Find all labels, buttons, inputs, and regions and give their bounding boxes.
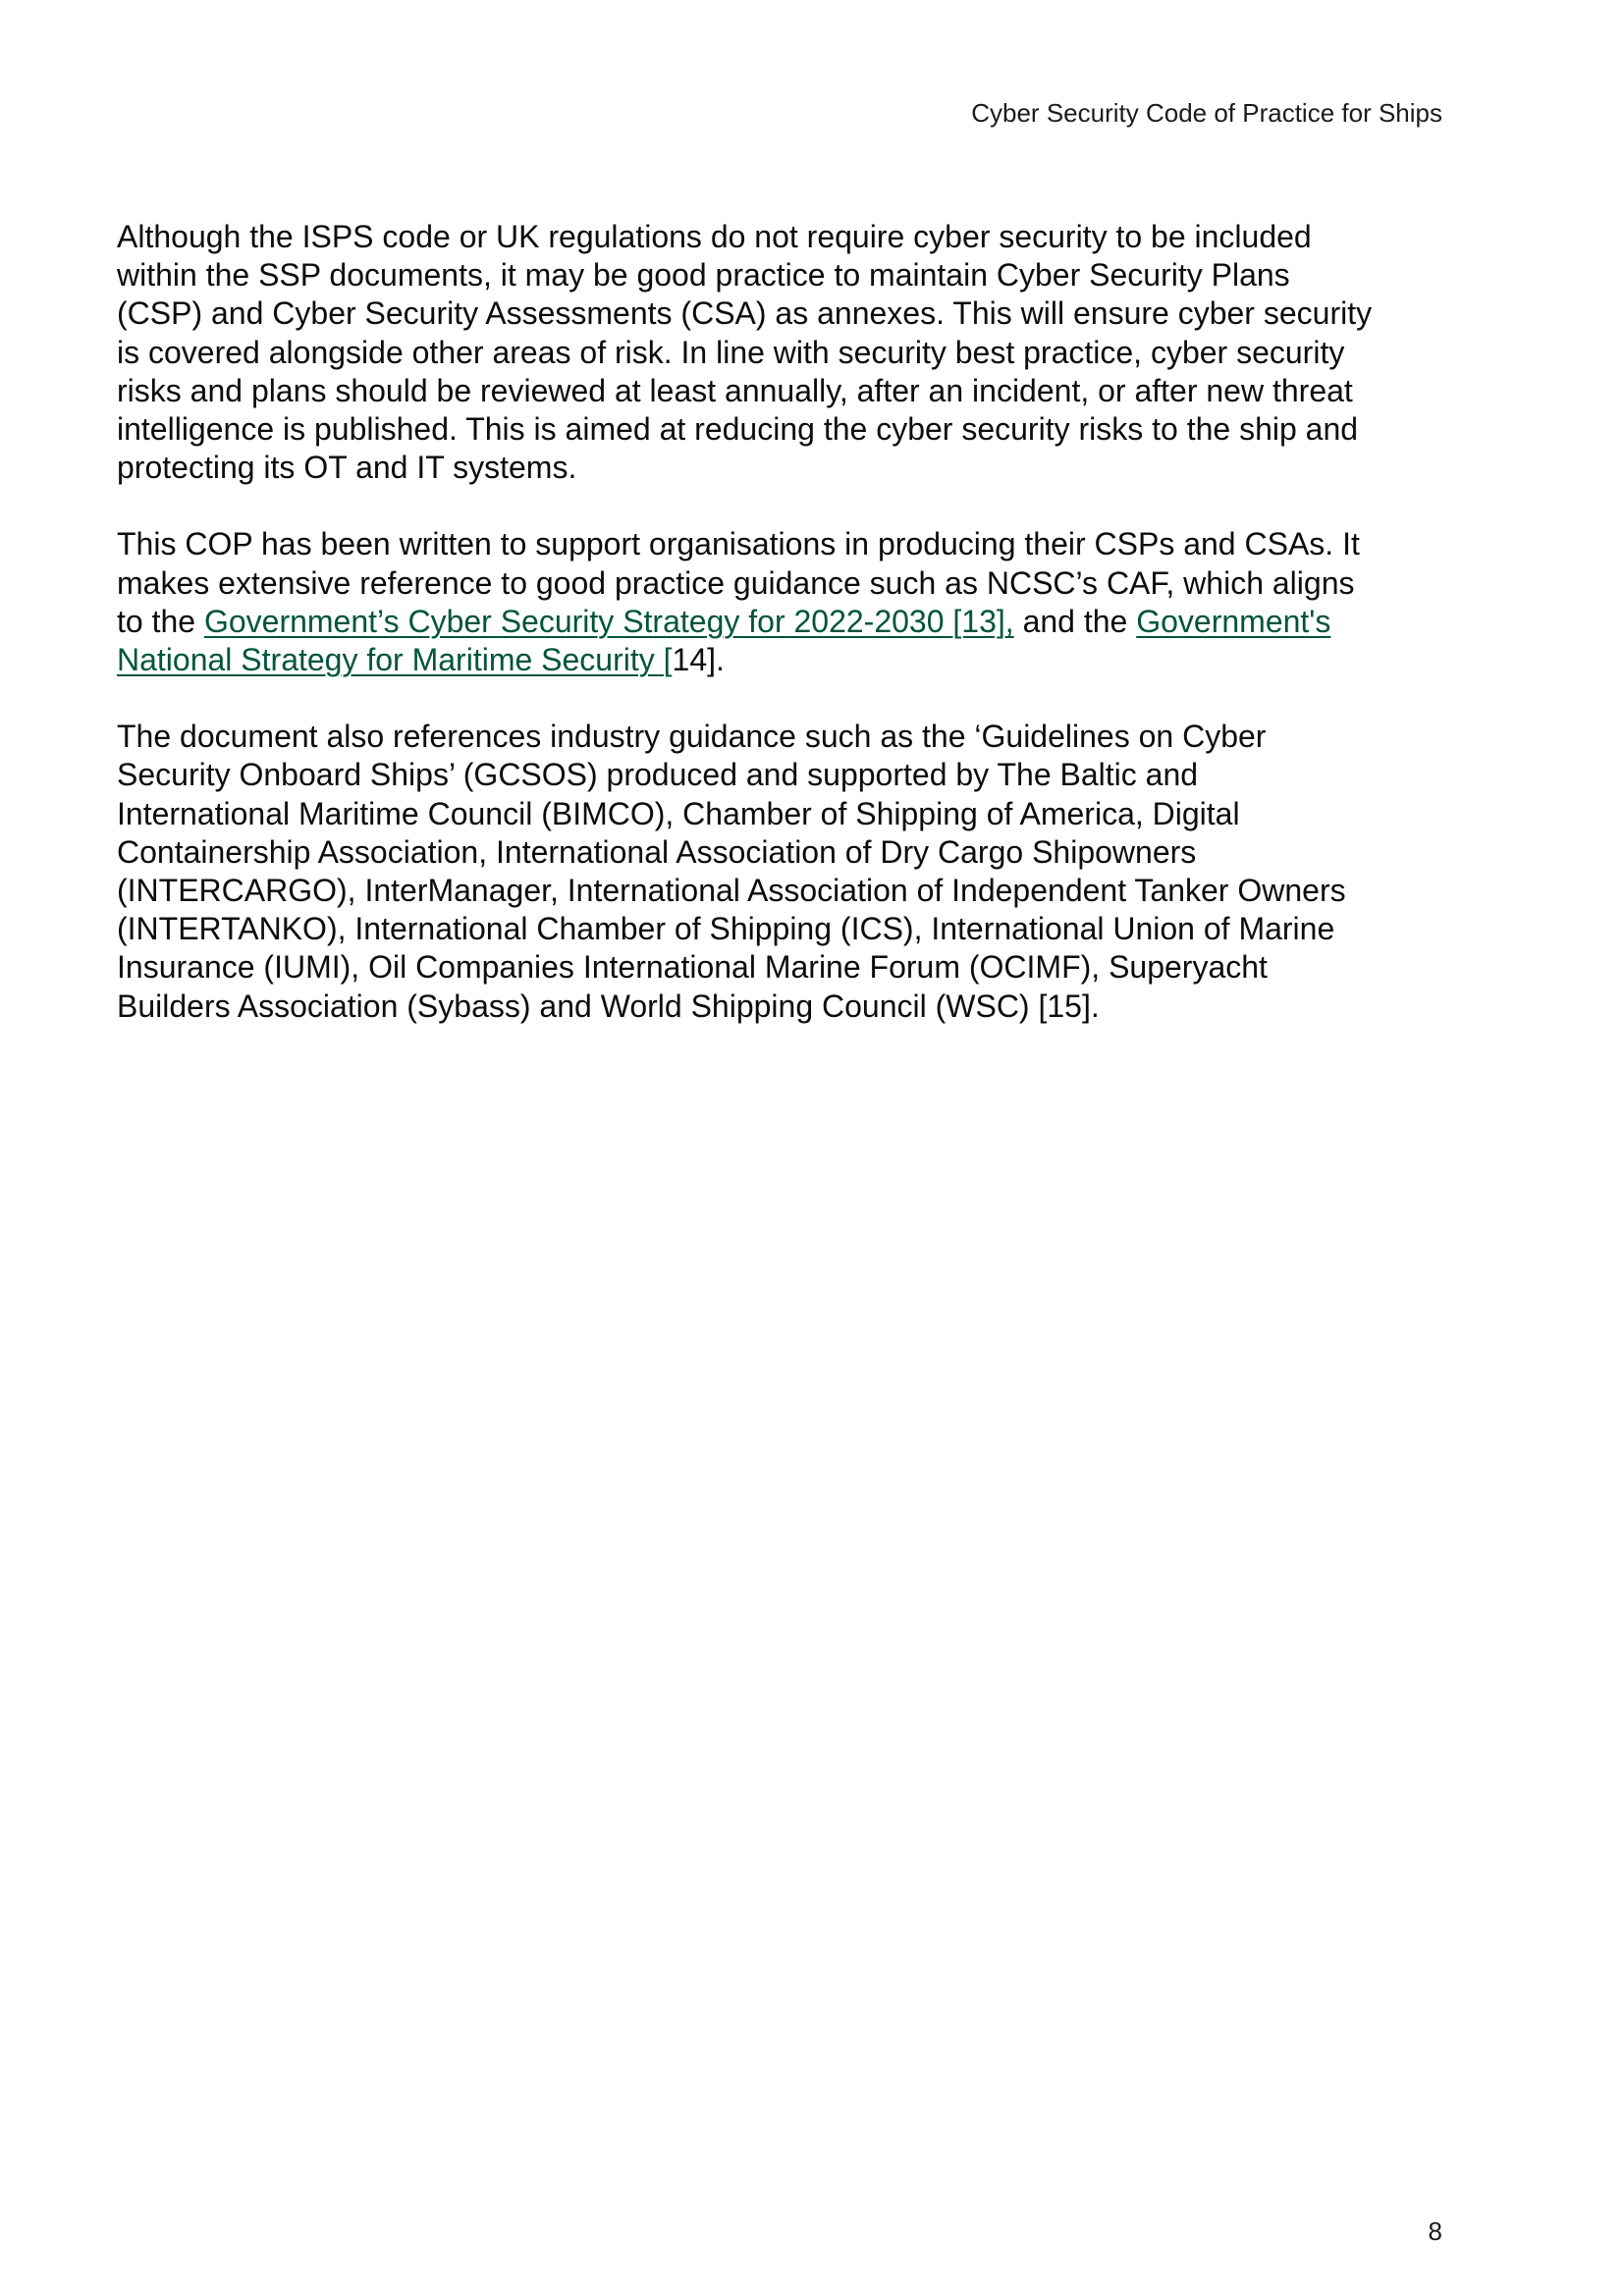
text-line-with-links — [117, 641, 1457, 679]
text-line: (INTERTANKO), International Chamber of Shipping (ICS), International Union of Marine — [117, 911, 1335, 947]
text-line: risks and plans should be reviewed at least annually, after an incident, or after new threat — [117, 372, 1353, 408]
text-line: is covered alongside other areas of risk. In line with security best practice, cyber security — [117, 334, 1345, 370]
text-line: (INTERCARGO), InterManager, International Association of Independent Tanker Owners — [117, 873, 1346, 909]
link-cyber-security-strategy[interactable]: Government’s Cyber Security Strategy for 2022-2030 [13], — [203, 603, 1014, 639]
text-line: Builders Association (Sybass) and World Shipping Council (WSC) [15]. — [117, 988, 1100, 1024]
text-fragment: to the — [117, 603, 204, 639]
text-line: protecting its OT and IT systems. — [117, 450, 577, 486]
text-line: Insurance (IUMI), Oil Companies International Marine Forum (OCIMF), Superyacht — [117, 949, 1268, 986]
text-line: The document also references industry guidance such as the ‘Guidelines on Cyber — [117, 719, 1267, 755]
link-maritime-security-strategy-part-1[interactable]: Government's — [1136, 603, 1331, 639]
text-line: intelligence is published. This is aimed at reducing the cyber security risks to the ship and — [117, 411, 1359, 448]
running-header-title: Cyber Security Code of Practice for Ships — [971, 98, 1442, 128]
text-line: Security Onboard Ships’ (GCSOS) produced and supported by The Baltic and — [117, 757, 1199, 793]
text-line: makes extensive reference to good practice guidance such as NCSC’s CAF, which aligns — [117, 564, 1355, 601]
text-line: This COP has been written to support organisations in producing their CSPs and CSAs. It — [117, 526, 1360, 562]
text-line: (CSP) and Cyber Security Assessments (CSA) as annexes. This will ensure cyber security — [117, 295, 1373, 332]
page-number: 8 — [1428, 2216, 1442, 2246]
text-line: International Maritime Council (BIMCO), Chamber of Shipping of America, Digital — [117, 795, 1240, 831]
text-fragment: 14]. — [672, 642, 725, 678]
link-maritime-security-strategy-part-2[interactable]: National Strategy for Maritime Security [ — [117, 642, 673, 678]
paragraph-cop-purpose — [117, 525, 1457, 679]
text-line: within the SSP documents, it may be good practice to maintain Cyber Security Plans — [117, 257, 1290, 294]
text-line: Although the ISPS code or UK regulations do not require cyber security to be included — [117, 219, 1312, 254]
text-line-with-links — [117, 603, 1457, 641]
text-line: Containership Association, International Association of Dry Cargo Shipowners — [117, 833, 1197, 870]
document-body — [117, 218, 1457, 1064]
paragraph-isps-cyber-plans — [117, 218, 1457, 487]
text-fragment: and the — [1013, 603, 1137, 639]
paragraph-industry-guidance — [117, 718, 1457, 1026]
